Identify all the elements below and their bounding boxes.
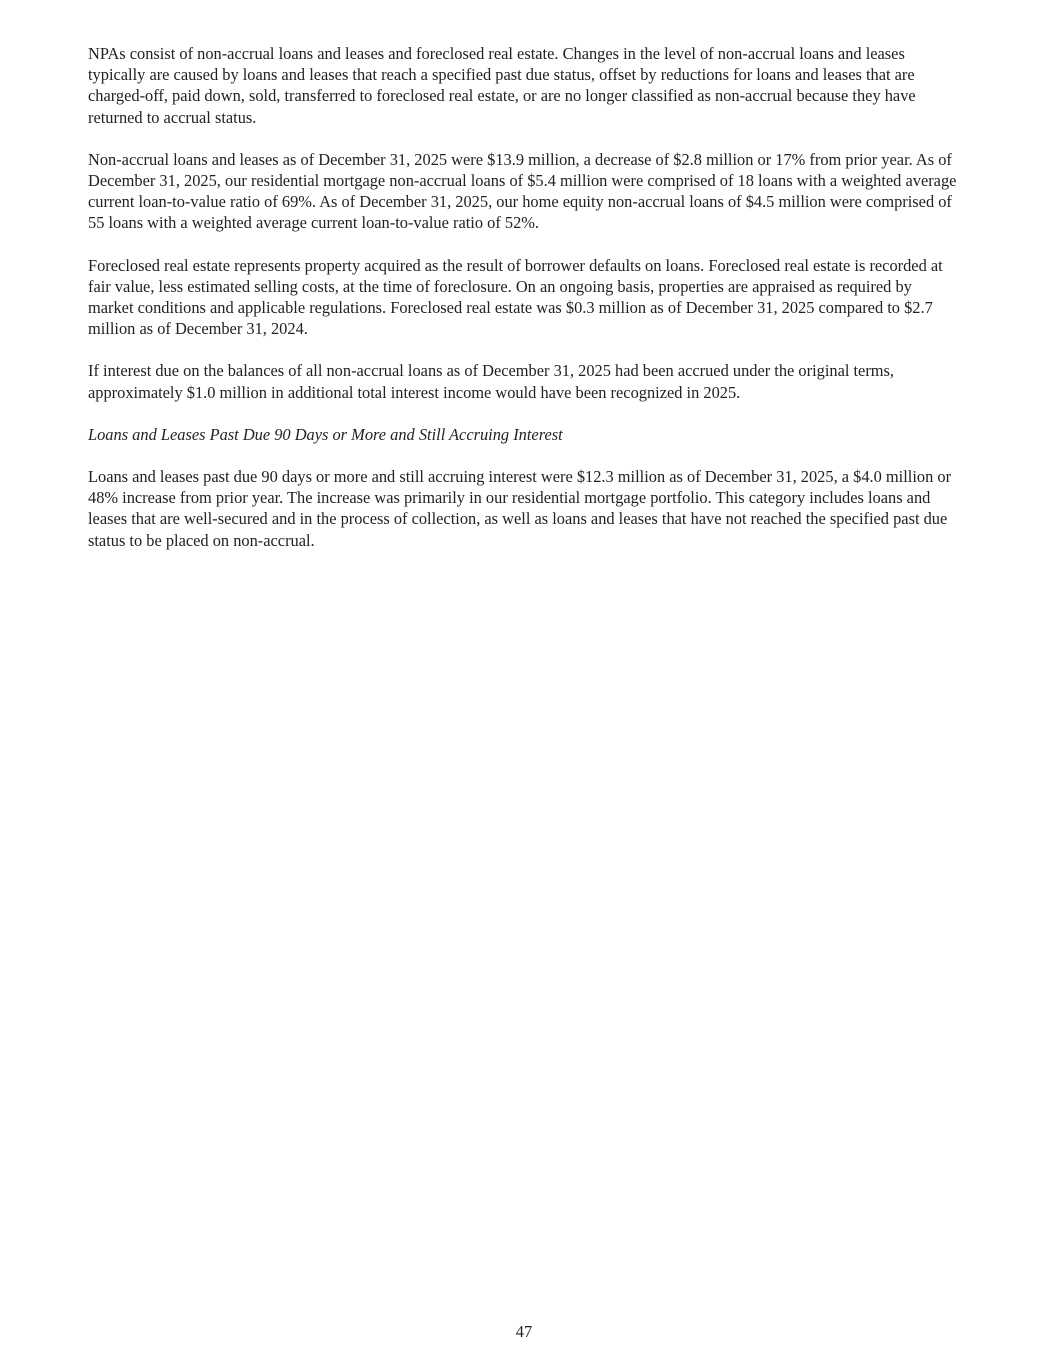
paragraph-foreclosed-real-estate: Foreclosed real estate represents property acquired as the result of borrower defaults on loans. Foreclosed real estate is recorded at fair value, less estimated selling costs, at the time of foreclosure. On an ongoing basis, properties are appraised as required by market conditions and applicable regulations. Foreclosed real estate was $0.3 million as of December 31, 2025 compared to $2.7 million as of December 31, 2024. <box>88 255 943 339</box>
section-subheading: Loans and Leases Past Due 90 Days or More and Still Accruing Interest <box>88 424 563 444</box>
paragraph-interest-due: If interest due on the balances of all non-accrual loans as of December 31, 2025 had been accrued under the original terms, approximately $1.0 million in additional total interest income would have been recognized in 2025. <box>88 361 895 402</box>
page-number: 47 <box>515 1322 533 1341</box>
paragraph-non-accrual-loans: Non-accrual loans and leases as of December 31, 2025 were $13.9 million, a decrease of $2.8 million or 17% from prior year. As of December 31, 2025, our residential mortgage non-accrual loans of $5.4 million were comprised of 18 loans with a weighted average current loan-to-value ratio of 69%. As of December 31, 2025, our home equity non-accrual loans of $4.5 million were comprised of 55 loans with a weighted average current loan-to-value ratio of 52%. <box>88 149 957 233</box>
paragraph-npa-definition: NPAs consist of non-accrual loans and leases and foreclosed real estate. Changes in the level of non-accrual loans and leases typically are caused by loans and leases that reach a specified past due status, offset by reductions for loans and leases that are charged-off, paid down, sold, transferred to foreclosed real estate, or are no longer classified as non-accrual because they have returned to accrual status. <box>88 44 916 127</box>
page-body <box>88 43 960 572</box>
paragraph-past-due-loans: Loans and leases past due 90 days or more and still accruing interest were $12.3 million as of December 31, 2025, a $4.0 million or 48% increase from prior year. The increase was primarily in our residential mortgage portfolio. This category includes loans and leases that are well-secured and in the process of collection, as well as loans and leases that have not reached the specified past due status to be placed on non-accrual. <box>88 467 952 550</box>
